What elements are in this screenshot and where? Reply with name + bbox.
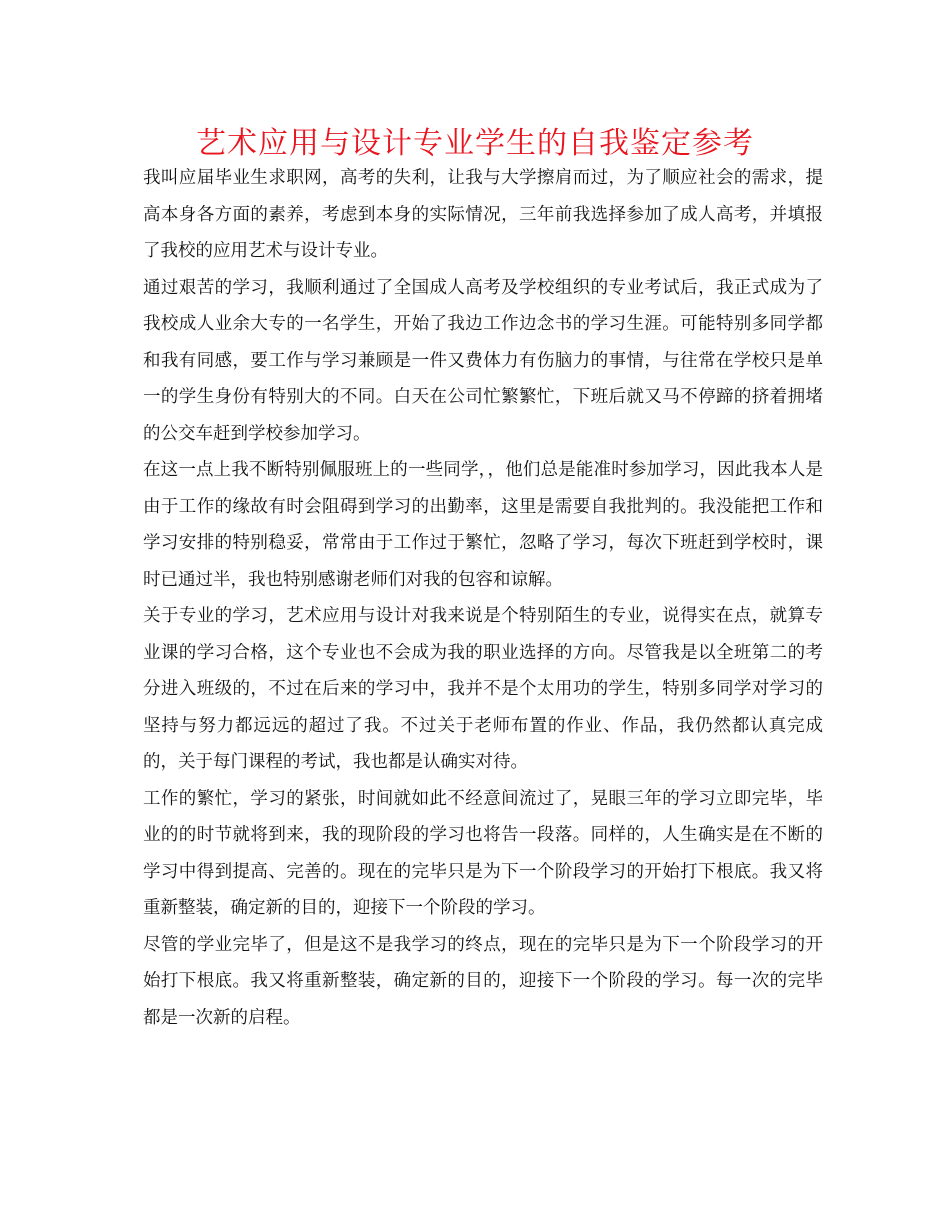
paragraph-6: 尽管的学业完毕了，但是这不是我学习的终点，现在的完毕只是为下一个阶段学习的开始打下根底。我又将重新整装，确定新的目的，迎接下一个阶段的学习。每一次的完毕都是一次新的启程。 [143, 934, 823, 1028]
paragraph-4: 关于专业的学习，艺术应用与设计对我来说是个特别陌生的专业，说得实在点，就算专业课的学习合格，这个专业也不会成为我的职业选择的方向。尽管我是以全班第二的考分进入班级的，不过在后来的学习中，我并不是个太用功的学生，特别多同学对学习的坚持与努力都远远的超过了我。不过关于老师布置的作业、作品，我仍然都认真完成的，关于每门课程的考试，我也都是认确实对待。 [143, 606, 823, 772]
document-body [143, 160, 823, 1036]
paragraph-1: 我叫应届毕业生求职网，高考的失利，让我与大学擦肩而过，为了顺应社会的需求，提高本身各方面的素养，考虑到本身的实际情况，三年前我选择参加了成人高考，并填报了我校的应用艺术与设计专业。 [143, 168, 823, 261]
document-title: 艺术应用与设计专业学生的自我鉴定参考 [196, 126, 754, 161]
paragraph-5: 工作的繁忙，学习的紧张，时间就如此不经意间流过了，晃眼三年的学习立即完毕，毕业的的时节就将到来，我的现阶段的学习也将告一段落。同样的，人生确实是在不断的学习中得到提高、完善的。现在的完毕只是为下一个阶段学习的开始打下根底。我又将重新整装，确定新的目的，迎接下一个阶段的学习。 [143, 788, 823, 918]
paragraph-2: 通过艰苦的学习，我顺利通过了全国成人高考及学校组织的专业考试后，我正式成为了我校成人业余大专的一名学生，开始了我边工作边念书的学习生涯。可能特别多同学都和我有同感，要工作与学习兼顾是一件又费体力有伤脑力的事情，与往常在学校只是单一的学生身份有特别大的不同。白天在公司忙繁繁忙，下班后就又马不停蹄的挤着拥堵的公交车赶到学校参加学习。 [143, 277, 823, 444]
paragraph-3: 在这一点上我不断特别佩服班上的一些同学，，他们总是能准时参加学习，因此我本人是由于工作的缘故有时会阻碍到学习的出勤率，这里是需要自我批判的。我没能把工作和学习安排的特别稳妥，常常由于工作过于繁忙，忽略了学习，每次下班赶到学校时，课时已通过半，我也特别感谢老师们对我的包容和谅解。 [143, 460, 823, 590]
